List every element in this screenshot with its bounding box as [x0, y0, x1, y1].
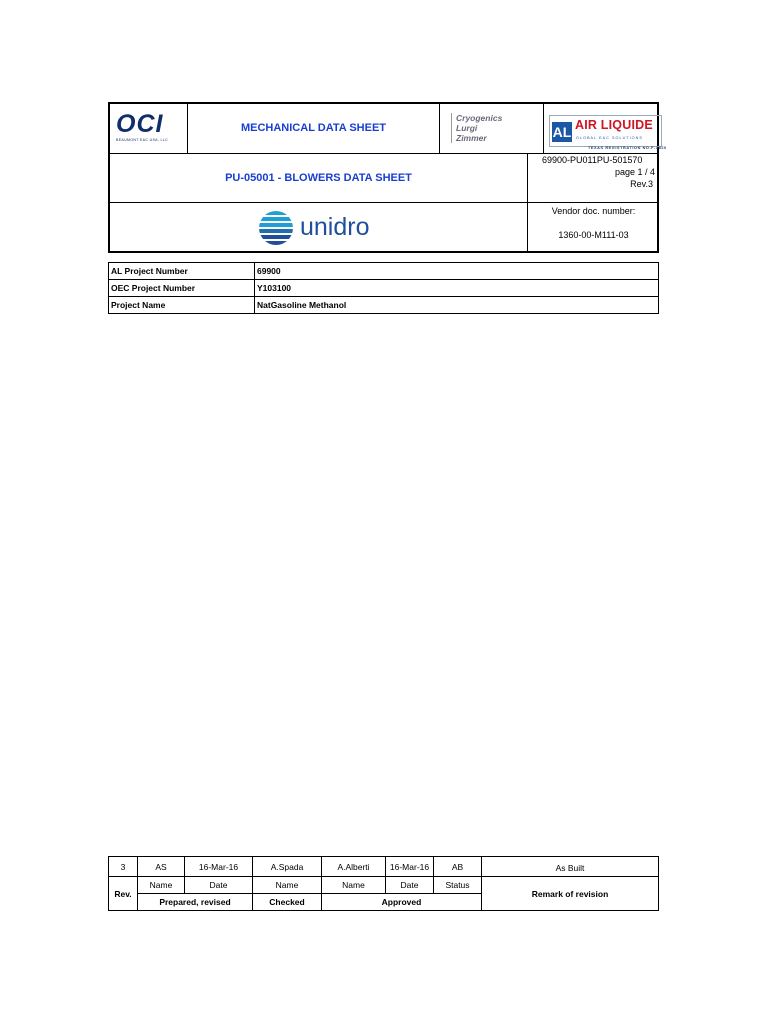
project-info-table: [108, 262, 659, 314]
table-row: [109, 280, 659, 297]
header-divider: [110, 153, 657, 154]
approved-date-cell: 16-Mar-16: [386, 857, 434, 877]
status-cell: AB: [434, 857, 482, 877]
date-header-cell: Date: [386, 877, 434, 894]
status-header-cell: Status: [434, 877, 482, 894]
unidro-logo: [258, 210, 388, 246]
unidro-globe-icon: [258, 210, 296, 246]
table-row: [109, 263, 659, 280]
table-row: [109, 297, 659, 314]
revision-number-cell: 3: [109, 857, 138, 877]
page-number: page 1 / 4: [614, 167, 655, 177]
project-info-label: AL Project Number: [109, 263, 255, 280]
remark-header-cell: Remark of revision: [482, 877, 659, 911]
name-header-cell: Name: [138, 877, 185, 894]
unidro-logo-text: unidro: [300, 213, 370, 241]
brand-zimmer: Zimmer: [456, 133, 487, 143]
checked-name-cell: A.Spada: [253, 857, 322, 877]
rev-header-cell: Rev.: [109, 877, 138, 911]
name-header-cell: Name: [322, 877, 386, 894]
project-info-value: NatGasoline Methanol: [255, 297, 659, 314]
oci-logo-subtext: BEAUMONT E&C USA, LLC: [116, 138, 168, 142]
project-info-value: Y103100: [255, 280, 659, 297]
oci-logo: [116, 112, 186, 148]
document-title: MECHANICAL DATA SHEET: [240, 122, 387, 134]
brand-cryogenics: Cryogenics: [456, 113, 503, 123]
header-divider: [110, 202, 657, 203]
oci-logo-text: OCI: [116, 110, 164, 138]
project-info-label: OEC Project Number: [109, 280, 255, 297]
prepared-group-cell: Prepared, revised: [138, 894, 253, 911]
prepared-name-cell: AS: [138, 857, 185, 877]
revision-table: [108, 856, 659, 911]
name-header-cell: Name: [253, 877, 322, 894]
approved-group-cell: Approved: [322, 894, 482, 911]
revision-number: Rev.3: [630, 179, 653, 189]
table-row: [109, 857, 659, 877]
project-info-value: 69900: [255, 263, 659, 280]
air-liquide-name: AIR LIQUIDE: [575, 118, 653, 132]
approved-name-cell: A.Alberti: [322, 857, 386, 877]
table-row: [109, 877, 659, 894]
checked-group-cell: Checked: [253, 894, 322, 911]
header-divider: [439, 104, 440, 153]
air-liquide-subtext: GLOBAL E&C SOLUTIONS: [576, 136, 643, 140]
air-liquide-logo-frame: [549, 115, 662, 147]
date-header-cell: Date: [185, 877, 253, 894]
document-header: [108, 102, 667, 253]
vendor-doc-label: Vendor doc. number:: [551, 206, 636, 216]
prepared-date-cell: 16-Mar-16: [185, 857, 253, 877]
air-liquide-logo: [544, 109, 667, 153]
air-liquide-mark-icon: AL: [552, 124, 572, 140]
vendor-doc-number: 1360-00-M111-03: [558, 230, 629, 240]
texas-registration: TEXAS REGISTRATION NO.F-3820: [588, 146, 667, 150]
engineering-brands: [451, 113, 502, 143]
brand-lurgi: Lurgi: [456, 123, 478, 133]
remark-cell: As Built: [482, 857, 659, 877]
project-info-label: Project Name: [109, 297, 255, 314]
document-subtitle: PU-05001 - BLOWERS DATA SHEET: [225, 172, 412, 184]
document-number: 69900-PU011PU-501570: [542, 155, 643, 165]
